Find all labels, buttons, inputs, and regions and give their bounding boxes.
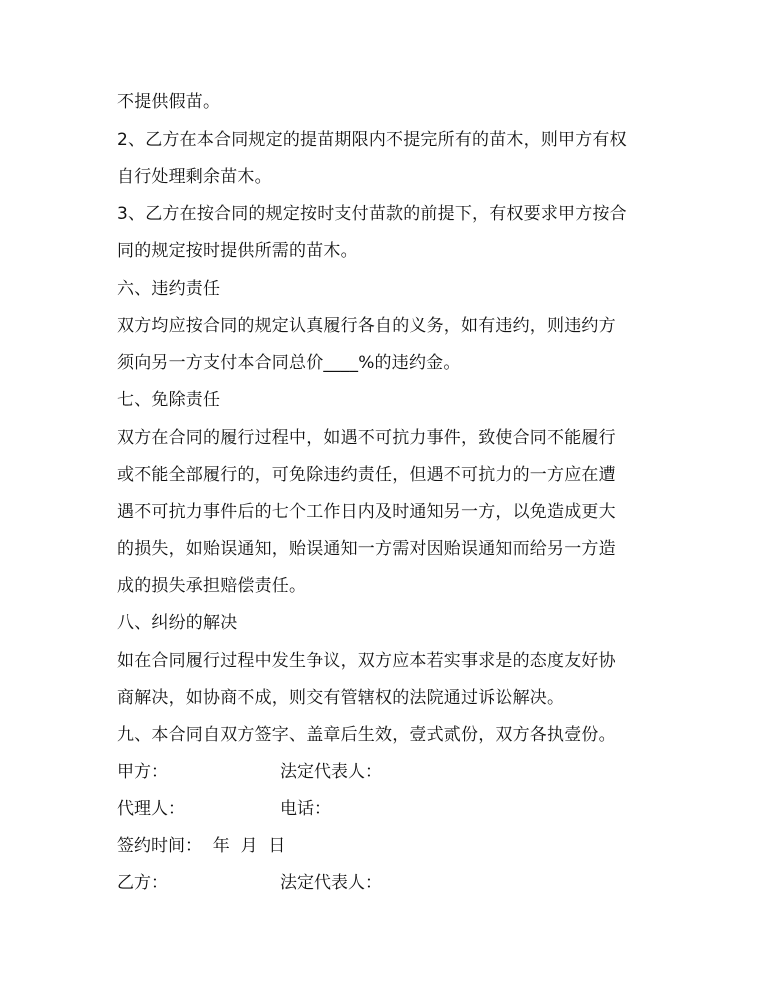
section-heading-breach: 六、违约责任 xyxy=(117,279,221,299)
legal-rep-a-label: 法定代表人： xyxy=(280,762,382,782)
clause-2-line-1: 2、乙方在本合同规定的提苗期限内不提完所有的苗木，则甲方有权 xyxy=(117,130,627,150)
dispute-line-2: 商解决，如协商不成，则交有管辖权的法院通过诉讼解决。 xyxy=(117,688,565,708)
exemption-line-3: 遇不可抗力事件后的七个工作日内及时通知另一方，以免造成更大 xyxy=(117,502,616,522)
sign-time-label: 签约时间： 年 月 日 xyxy=(117,836,286,856)
party-b-label: 乙方： xyxy=(117,873,168,893)
section-heading-exemption: 七、免除责任 xyxy=(117,390,221,410)
clause-3-line-2: 同的规定按时提供所需的苗木。 xyxy=(117,241,358,261)
exemption-line-2: 或不能全部履行的，可免除违约责任，但遇不可抗力的一方应在遭 xyxy=(117,465,616,485)
dispute-line-1: 如在合同履行过程中发生争议，双方应本若实事求是的态度友好协 xyxy=(117,651,616,671)
breach-line-1: 双方均应按合同的规定认真履行各自的义务，如有违约，则违约方 xyxy=(117,316,616,336)
agent-label: 代理人： xyxy=(117,799,185,819)
phone-label: 电话： xyxy=(280,799,331,819)
breach-line-2: 须向另一方支付本合同总价____%的违约金。 xyxy=(117,353,461,373)
exemption-line-4: 的损失，如贻误通知，贻误通知一方需对因贻误通知而给另一方造 xyxy=(117,539,616,559)
paragraph-line: 不提供假苗。 xyxy=(117,92,221,112)
exemption-line-1: 双方在合同的履行过程中，如遇不可抗力事件，致使合同不能履行 xyxy=(117,428,616,448)
clause-2-line-2: 自行处理剩余苗木。 xyxy=(117,167,272,187)
exemption-line-5: 成的损失承担赔偿责任。 xyxy=(117,576,307,596)
clause-3-line-1: 3、乙方在按合同的规定按时支付苗款的前提下，有权要求甲方按合 xyxy=(117,204,627,224)
party-a-label: 甲方： xyxy=(117,762,168,782)
legal-rep-b-label: 法定代表人： xyxy=(280,873,382,893)
section-heading-dispute: 八、纠纷的解决 xyxy=(117,613,238,633)
section-effective: 九、本合同自双方签字、盖章后生效，壹式贰份，双方各执壹份。 xyxy=(117,725,616,745)
